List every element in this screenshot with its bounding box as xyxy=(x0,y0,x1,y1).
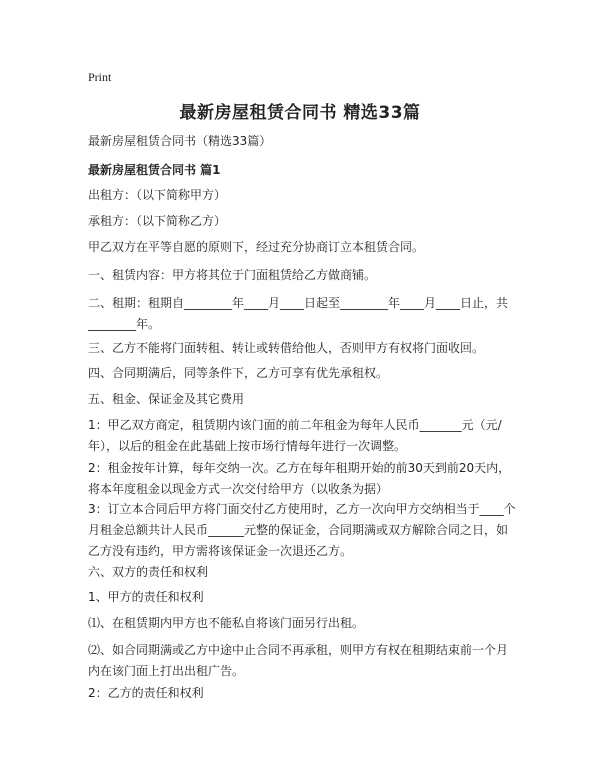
section-heading: 最新房屋租赁合同书 篇1 xyxy=(88,163,221,177)
paragraph-rent-1: 1：甲乙双方商定，租赁期内该门面的前二年租金为每年人民币_______元（元/年），以后的租金在此基础上按市场行情每年进行一次调整。 xyxy=(88,418,502,453)
paragraph-clause-3: 三、乙方不能将门面转租、转让或转借给他人，否则甲方有权将门面收回。 xyxy=(88,341,485,355)
paragraph-clause-1: 一、租赁内容：甲方将其位于门面租赁给乙方做商铺。 xyxy=(88,268,377,282)
page-title: 最新房屋租赁合同书 精选33篇 xyxy=(179,103,421,123)
paragraph-lessor-duties: 1、甲方的责任和权利 xyxy=(88,590,204,604)
print-link[interactable]: Print xyxy=(88,70,112,84)
paragraph-duty-2: ⑵、如合同期满或乙方中途中止合同不再承租，则甲方有权在租期结束前一个月内在该门面上打出出租广告。 xyxy=(88,643,509,678)
paragraph-lessee: 承租方：（以下简称乙方） xyxy=(88,214,227,228)
paragraph-clause-5: 五、租金、保证金及其它费用 xyxy=(88,392,245,406)
paragraph-intro: 甲乙双方在平等自愿的原则下，经过充分协商订立本租赁合同。 xyxy=(88,240,425,254)
paragraph-lessor: 出租方：（以下简称甲方） xyxy=(88,188,227,202)
paragraph-deposit: 3：订立本合同后甲方将门面交付乙方使用时，乙方一次向甲方交纳相当于____个月租金总额共计人民币______元整的保证金，合同期满或双方解除合同之日，如乙方没有违约，甲方需将该保证金一次退还乙方。 xyxy=(88,502,516,558)
paragraph-clause-6: 六、双方的责任和权利 xyxy=(88,565,209,579)
paragraph-clause-2: 二、租期：租期自________年____月____日起至________年____月____日止，共________年。 xyxy=(88,296,509,331)
paragraph-duty-1: ⑴、在租赁期内甲方也不能私自将该门面另行出租。 xyxy=(88,616,365,630)
paragraph-rent-2: 2：租金按年计算，每年交纳一次。乙方在每年租期开始的前30天到前20天内，将本年度租金以现金方式一次交付给甲方（以收条为据） xyxy=(88,461,511,496)
paragraph-lessee-duties: 2：乙方的责任和权利 xyxy=(88,686,204,700)
subtitle: 最新房屋租赁合同书（精选33篇） xyxy=(88,134,272,148)
paragraph-clause-4: 四、合同期满后，同等条件下，乙方可享有优先承租权。 xyxy=(88,366,389,380)
